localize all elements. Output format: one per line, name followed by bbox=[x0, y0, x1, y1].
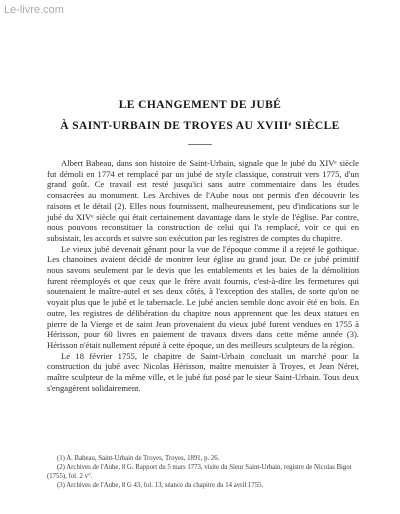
footnotes bbox=[47, 454, 359, 490]
footnote-2: (2) Archives de l'Aube, 8 G. Rapport du 5 mars 1773, visite du Sieur Saint-Urbain, registre de Nicolas Bigot (1755), fol. 2 v°. bbox=[47, 464, 352, 480]
article-title-line-2: À SAINT-URBAIN DE TROYES AU XVIIIᵉ SIÈCLE bbox=[60, 120, 340, 132]
paragraph-3: Le 18 février 1755, le chapitre de Saint-Urbain concluait un marché pour la construction du jubé avec Nicolas Hérisson, maître menuisier à Troyes, et Jean Néret, maître sculpteur de la même ville, et le jubé fut posé par le sieur Saint-Urbain. Tous deux s'engagèrent solidairement. bbox=[47, 350, 359, 393]
footnote-1: (1) A. Babeau, Saint-Urbain de Troyes, Troyes, 1891, p. 26. bbox=[57, 455, 220, 462]
title-divider bbox=[188, 144, 212, 145]
article-title-line-1: LE CHANGEMENT DE JUBÉ bbox=[118, 99, 282, 111]
paragraph-2: Le vieux jubé devenait gênant pour la vue de l'époque comme il a rejeté le gothique. Les chanoines avaient décidé de montrer leur église au grand jour. De ce jubé primitif nous savons seulement par le devis que les entablements et les baies de la démolition furent réemployés et que ceux que le frère avait fournis, c'est-à-dire les fermetures qui soutenaient le maître-autel et ses deux côtés, à l'exception des stalles, de sorte qu'on ne voyait plus que le jubé et le tabernacle. Le jubé ancien semble donc avoir été en bois. En outre, les registres de délibération du chapitre nous apprennent que les deux statues en pierre de la Vierge et de saint Jean provenaient du vieux jubé furent vendues en 1755 à Hérisson, pour 60 livres en paiement de travaux divers dans cette même année (3). Hérisson n'était nullement réputé à cette époque, un des meilleurs sculpteurs de la région. bbox=[47, 243, 359, 350]
article-body bbox=[47, 158, 359, 393]
watermark-logo: Le-livre.com bbox=[4, 4, 64, 16]
footnote-3: (3) Archives de l'Aube, 8 G 43, fol. 13, séance du chapitre du 14 avril 1755. bbox=[57, 482, 264, 489]
paragraph-1: Albert Babeau, dans son histoire de Saint-Urbain, signale que le jubé du XIVᵉ siècle fut démoli en 1774 et remplacé par un jubé de style classique, construit vers 1775, d'un grand goût. Ce travail est resté jusqu'ici sans autre commentaire dans les études consacrées au monument. Les Archives de l'Aube nous ont permis d'en découvrir les raisons et le détail (2). Elles nous fournissent, malheureusement, peu d'indications sur le jubé du XIVᵉ siècle qui était certainement davantage dans le style de l'église. Par contre, nous pouvons reconstituer la construction de celui qui l'a remplacé, voir ce qui en subsistait, les accords et suivre son exécution par les registres de comptes du chapitre. bbox=[47, 158, 359, 243]
